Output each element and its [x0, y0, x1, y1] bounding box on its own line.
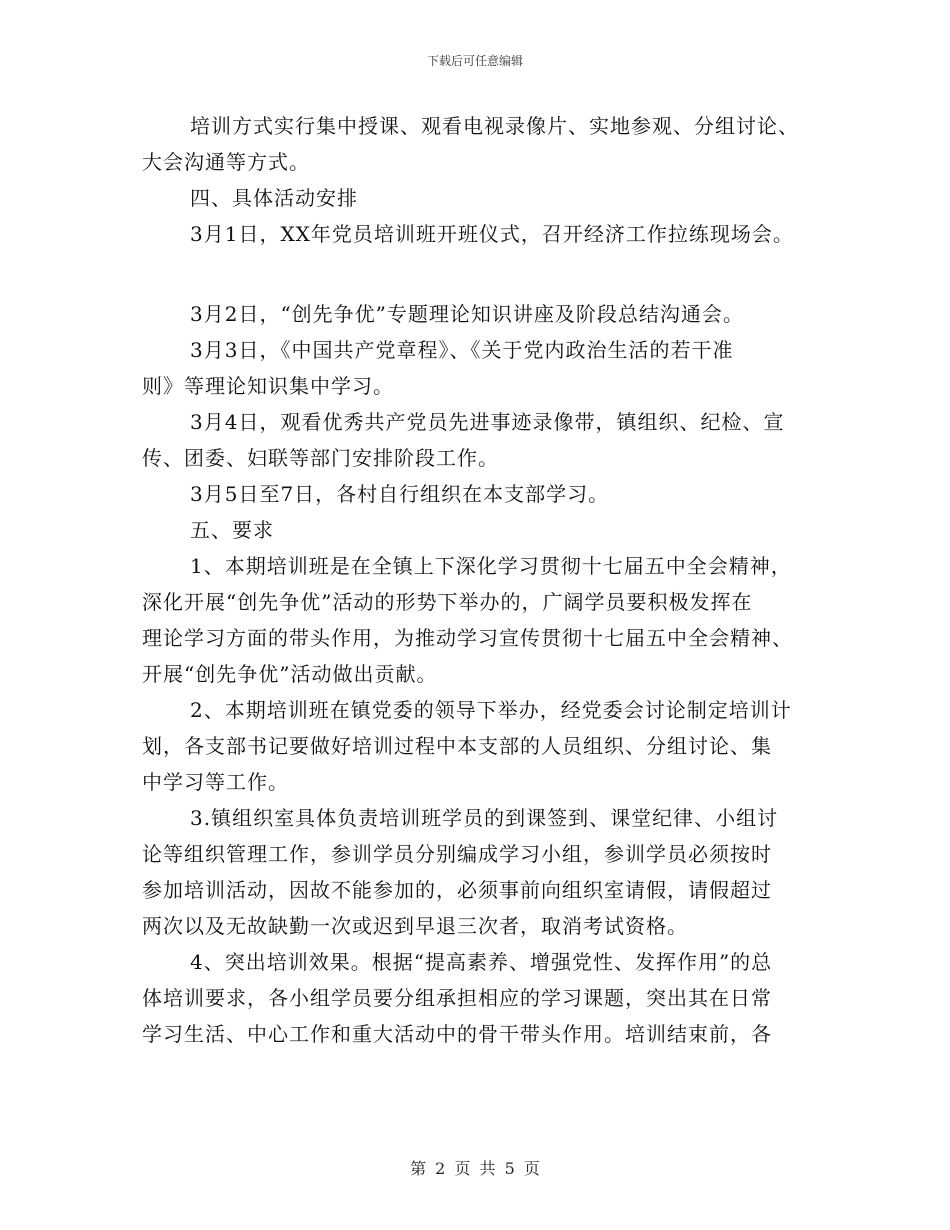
- paragraph-line: 3月1日，XX年党员培训班开班仪式，召开经济工作拉练现场会。: [190, 222, 794, 246]
- paragraph-line: 学习生活、中心工作和重大活动中的骨干带头作用。培训结束前，各: [142, 1022, 772, 1046]
- paragraph-line: 3月2日，“创先争优”专题理论知识讲座及阶段总结沟通会。: [190, 302, 744, 326]
- paragraph-line: 3月3日，《中国共产党章程》、《关于党内政治生活的若干准: [190, 338, 734, 362]
- paragraph-line: 大会沟通等方式。: [142, 150, 310, 174]
- paragraph-line: 4、突出培训效果。根据“提高素养、增强党性、发挥作用”的总: [190, 950, 773, 974]
- paragraph-line: 中学习等工作。: [142, 770, 289, 794]
- page-header-note: 下载后可任意编辑: [426, 54, 523, 68]
- paragraph-line: 3月5日至7日，各村自行组织在本支部学习。: [190, 482, 610, 506]
- paragraph-line: 2、本期培训班在镇党委的领导下举办，经党委会讨论制定培训计: [190, 698, 792, 722]
- paragraph-line: 深化开展“创先争优”活动的形势下举办的，广阔学员要积极发挥在: [142, 590, 753, 614]
- paragraph-line: 体培训要求，各小组学员要分组承担相应的学习课题，突出其在日常: [142, 986, 772, 1010]
- page-number-footer: 第 2 页 共 5 页: [410, 1159, 540, 1178]
- paragraph-line: 则》等理论知识集中学习。: [142, 374, 394, 398]
- paragraph-line: 两次以及无故缺勤一次或迟到早退三次者，取消考试资格。: [142, 914, 688, 938]
- paragraph-line: 3.镇组织室具体负责培训班学员的到课签到、课堂纪律、小组讨: [190, 806, 779, 830]
- paragraph-line: 参加培训活动，因故不能参加的，必须事前向组织室请假，请假超过: [142, 878, 772, 902]
- paragraph-line: 3月4日，观看优秀共产党员先进事迹录像带，镇组织、纪检、宣: [190, 410, 785, 434]
- paragraph-line: 传、团委、妇联等部门安排阶段工作。: [142, 446, 499, 470]
- paragraph-gap: [142, 252, 818, 296]
- paragraph-line: 论等组织管理工作，参训学员分别编成学习小组，参训学员必须按时: [142, 842, 772, 866]
- document-body: [142, 108, 818, 1052]
- paragraph-line: 培训方式实行集中授课、观看电视录像片、实地参观、分组讨论、: [190, 114, 799, 138]
- section-heading: 四、具体活动安排: [190, 186, 358, 210]
- paragraph-line: 开展“创先争优”活动做出贡献。: [142, 662, 438, 686]
- paragraph-line: 划，各支部书记要做好培训过程中本支部的人员组织、分组讨论、集: [142, 734, 772, 758]
- section-heading: 五、要求: [190, 518, 274, 542]
- paragraph-line: 理论学习方面的带头作用，为推动学习宣传贯彻十七届五中全会精神、: [142, 626, 793, 650]
- paragraph-line: 1、本期培训班是在全镇上下深化学习贯彻十七届五中全会精神，: [190, 554, 792, 578]
